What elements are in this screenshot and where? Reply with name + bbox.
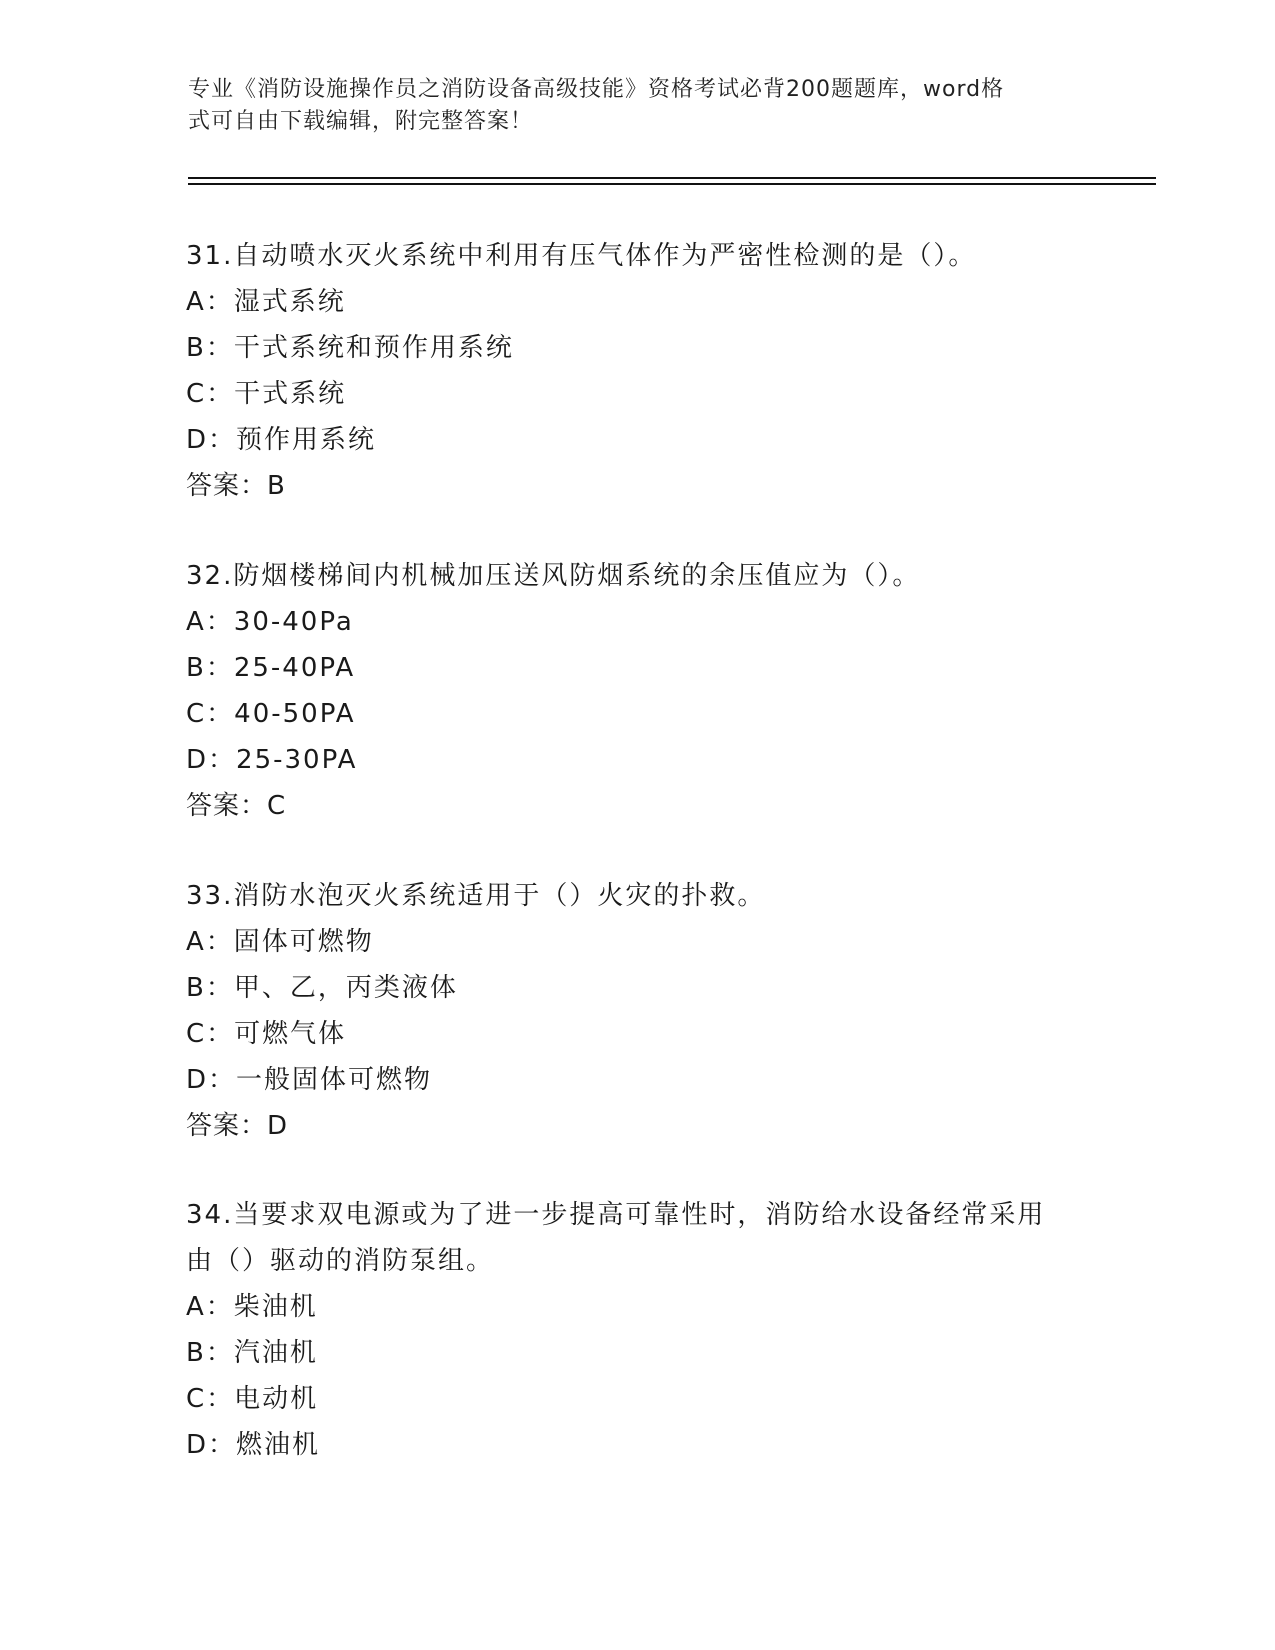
option-d	[186, 417, 1086, 463]
option-letter: C：	[186, 379, 235, 409]
option-text: 甲、乙，丙类液体	[233, 973, 458, 1003]
option-text: 30-40Pa	[233, 607, 354, 637]
option-c	[186, 691, 1086, 737]
option-letter: A：	[186, 607, 234, 637]
option-letter: B：	[186, 333, 234, 363]
header-divider-bottom	[188, 183, 1156, 185]
option-letter: C：	[186, 1384, 235, 1414]
option-a	[186, 279, 1086, 325]
question-31	[186, 233, 1086, 509]
answer-line: 答案：C	[186, 791, 287, 821]
answer-line: 答案：D	[186, 1111, 289, 1141]
option-text: 40-50PA	[234, 699, 356, 729]
question-stem: 33.消防水泡灭火系统适用于（）火灾的扑救。	[186, 881, 766, 911]
option-text: 电动机	[234, 1384, 319, 1414]
option-text: 干式系统和预作用系统	[233, 333, 514, 363]
option-letter: A：	[186, 287, 234, 317]
option-letter: A：	[186, 927, 234, 957]
option-text: 25-40PA	[233, 653, 356, 683]
option-letter: D：	[186, 745, 237, 775]
question-stem-line-2: 由（）驱动的消防泵组。	[186, 1246, 495, 1276]
option-text: 燃油机	[236, 1430, 321, 1460]
option-text: 一般固体可燃物	[236, 1065, 433, 1095]
question-stem-line-1: 34.当要求双电源或为了进一步提高可靠性时，消防给水设备经常采用	[186, 1200, 1046, 1230]
header-line-2: 式可自由下载编辑，附完整答案！	[188, 109, 534, 134]
option-a	[186, 599, 1086, 645]
option-c	[186, 1376, 1086, 1422]
option-b	[186, 645, 1086, 691]
answer-line: 答案：B	[186, 471, 286, 501]
option-c	[186, 1011, 1086, 1057]
option-letter: D：	[186, 1065, 237, 1095]
option-b	[186, 325, 1086, 371]
option-text: 预作用系统	[236, 425, 377, 455]
question-34	[186, 1192, 1086, 1468]
question-33	[186, 873, 1086, 1149]
option-d	[186, 1422, 1086, 1468]
document-header	[188, 74, 1068, 138]
option-text: 可燃气体	[234, 1019, 347, 1049]
header-line-1: 专业《消防设施操作员之消防设备高级技能》资格考试必背200题题库，word格	[188, 77, 1005, 102]
option-b	[186, 1330, 1086, 1376]
option-letter: D：	[186, 1430, 237, 1460]
option-b	[186, 965, 1086, 1011]
option-text: 湿式系统	[233, 287, 346, 317]
option-letter: C：	[186, 699, 235, 729]
option-text: 固体可燃物	[233, 927, 374, 957]
option-d	[186, 1057, 1086, 1103]
option-letter: B：	[186, 653, 234, 683]
option-a	[186, 1284, 1086, 1330]
option-text: 柴油机	[233, 1292, 318, 1322]
question-32	[186, 553, 1086, 829]
option-letter: C：	[186, 1019, 235, 1049]
option-letter: D：	[186, 425, 237, 455]
option-text: 25-30PA	[236, 745, 358, 775]
option-text: 干式系统	[234, 379, 347, 409]
option-letter: B：	[186, 1338, 234, 1368]
option-letter: B：	[186, 973, 234, 1003]
option-text: 汽油机	[233, 1338, 318, 1368]
header-divider-top	[188, 177, 1156, 179]
option-letter: A：	[186, 1292, 234, 1322]
option-d	[186, 737, 1086, 783]
option-a	[186, 919, 1086, 965]
question-stem: 32.防烟楼梯间内机械加压送风防烟系统的余压值应为（）。	[186, 561, 921, 591]
option-c	[186, 371, 1086, 417]
question-stem: 31.自动喷水灭火系统中利用有压气体作为严密性检测的是（）。	[186, 241, 977, 271]
